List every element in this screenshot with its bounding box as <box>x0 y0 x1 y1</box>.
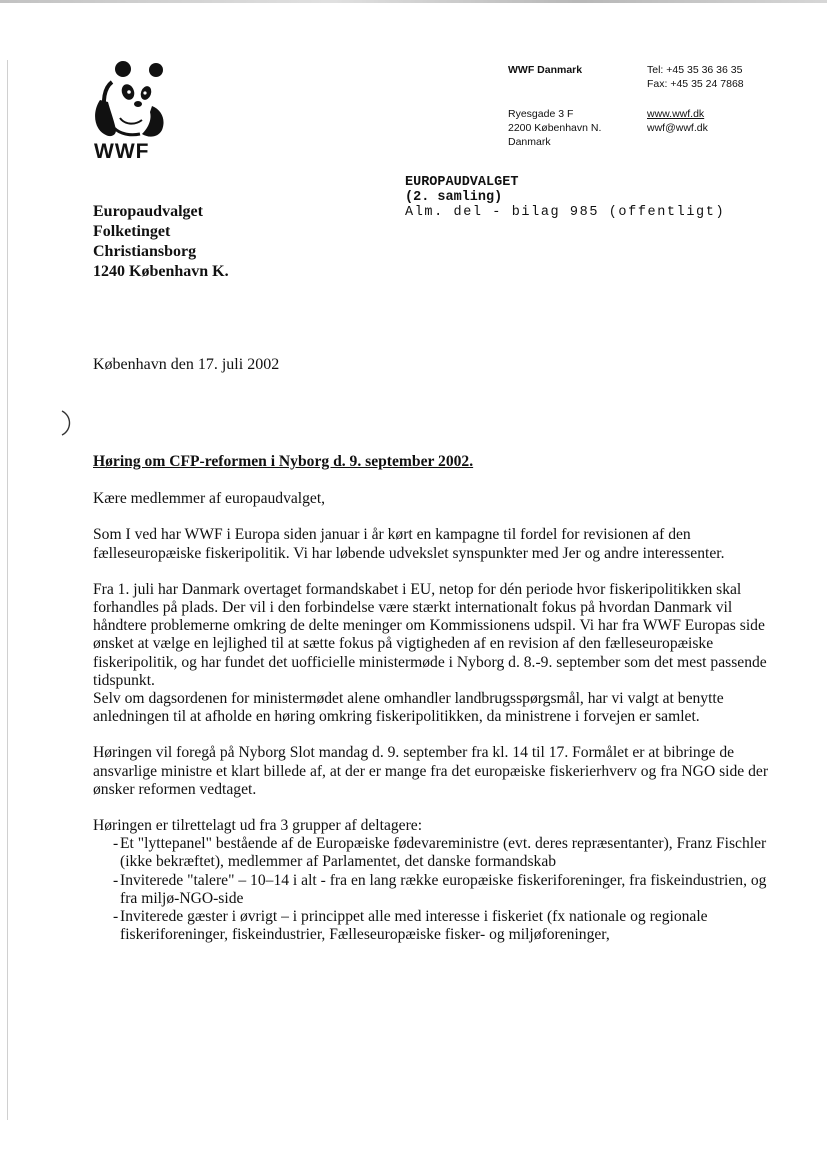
address-street: Ryesgade 3 F <box>508 108 574 120</box>
stamp-line-2: (2. samling) <box>405 190 503 205</box>
phone-block <box>647 63 744 91</box>
stamp-line-1: EUROPAUDVALGET <box>405 175 519 190</box>
letter-subject: Høring om CFP-reformen i Nyborg d. 9. september 2002. <box>93 453 474 470</box>
bullet-dash: - <box>113 908 119 926</box>
list-item <box>93 835 773 871</box>
paragraph-2: Fra 1. juli har Danmark overtaget formandskabet i EU, netop for dén periode hvor fiskeripolitikken skal forhandles på plads. Der vil i den forbindelse være stærkt internationalt fokus på hvordan Danmark vil håndtere problemerne omkring de delte meninger om Kommissionens udspil. Vi har fra WWF Europas side ønsket at vælge en lejlighed til at sætte fokus på vigtigheden af en revision af den fælleseuropæiske fiskeripolitik, og har fundet det uofficielle ministermøde i Nyborg d. 8.-9. september som det mest passende tidspunkt. <box>93 580 767 689</box>
list-item-text: Inviterede gæster i øvrigt – i princippet alle med interesse i fiskeriet (fx nationale og regionale fiskeriforeninger, fiskeindustrier, Fælleseuropæiske fisker- og miljøforeninger, <box>120 908 708 944</box>
recipient-address <box>93 202 229 282</box>
recipient-line-3: Christiansborg <box>93 243 197 260</box>
recipient-line-1: Europaudvalget <box>93 203 203 220</box>
letter-body <box>93 453 773 944</box>
participant-list <box>93 835 773 944</box>
paragraph-5: Høringen er tilrettelagt ud fra 3 grupper af deltagere: <box>93 817 423 835</box>
paragraph-4: Høringen vil foregå på Nyborg Slot mandag d. 9. september fra kl. 14 til 17. Formålet er at bibringe de ansvarlige ministre et klart billede af, at der er mange fra det europæiske fiskerierhverv og fra NGO side der ønsker reformen vedtaget. <box>93 744 769 798</box>
address-country: Danmark <box>508 136 551 148</box>
paragraph-3: Selv om dagsordenen for ministermødet alene omhandler landbrugsspørgsmål, har vi valgt at benytte anledningen til at afholde en høring omkring fiskeripolitikken, da ministrene i forvejen er samlet. <box>93 690 724 726</box>
paragraph-1: Som I ved har WWF i Europa siden januar i år kørt en kampagne til fordel for revisionen af den fælleseuropæiske fiskeripolitik. Vi har løbende udvekslet synspunkter med Jer og andre interessenter. <box>93 526 725 562</box>
list-item-text: Et "lyttepanel" bestående af de Europæiske fødevareministre (evt. deres repræsentanter), Franz Fischler (ikke bekræftet), medlemmer af Parlamentet, det danske formandskab <box>120 835 767 871</box>
bullet-dash: - <box>113 835 119 853</box>
scan-edge-left <box>7 60 8 1120</box>
recipient-line-4: 1240 København K. <box>93 263 229 280</box>
org-name: WWF Danmark <box>508 64 583 76</box>
email-address: wwf@wwf.dk <box>647 122 708 134</box>
letter-date: København den 17. juli 2002 <box>93 356 280 373</box>
address-block <box>508 107 601 149</box>
list-item <box>93 908 773 944</box>
scan-edge-top <box>0 0 827 3</box>
web-block <box>647 107 708 135</box>
archive-stamp <box>405 175 725 220</box>
fax-number: Fax: +45 35 24 7868 <box>647 78 744 90</box>
recipient-line-2: Folketinget <box>93 223 171 240</box>
bullet-dash: - <box>113 871 119 889</box>
list-item <box>93 872 773 908</box>
scan-mark-icon <box>58 408 80 438</box>
list-item-text: Inviterede "talere" – 10–14 i alt - fra en lang række europæiske fiskeriforeninger, fra fiskeindustrien, og fra miljø-NGO-side <box>120 871 767 907</box>
phone-number: Tel: +45 35 36 36 35 <box>647 64 743 76</box>
address-city: 2200 København N. <box>508 122 602 134</box>
wwf-logo-text: WWF <box>94 140 150 163</box>
stamp-line-3: Alm. del - bilag 985 (offentligt) <box>405 205 726 220</box>
salutation: Kære medlemmer af europaudvalget, <box>93 490 326 508</box>
website-link[interactable]: www.wwf.dk <box>647 108 705 120</box>
